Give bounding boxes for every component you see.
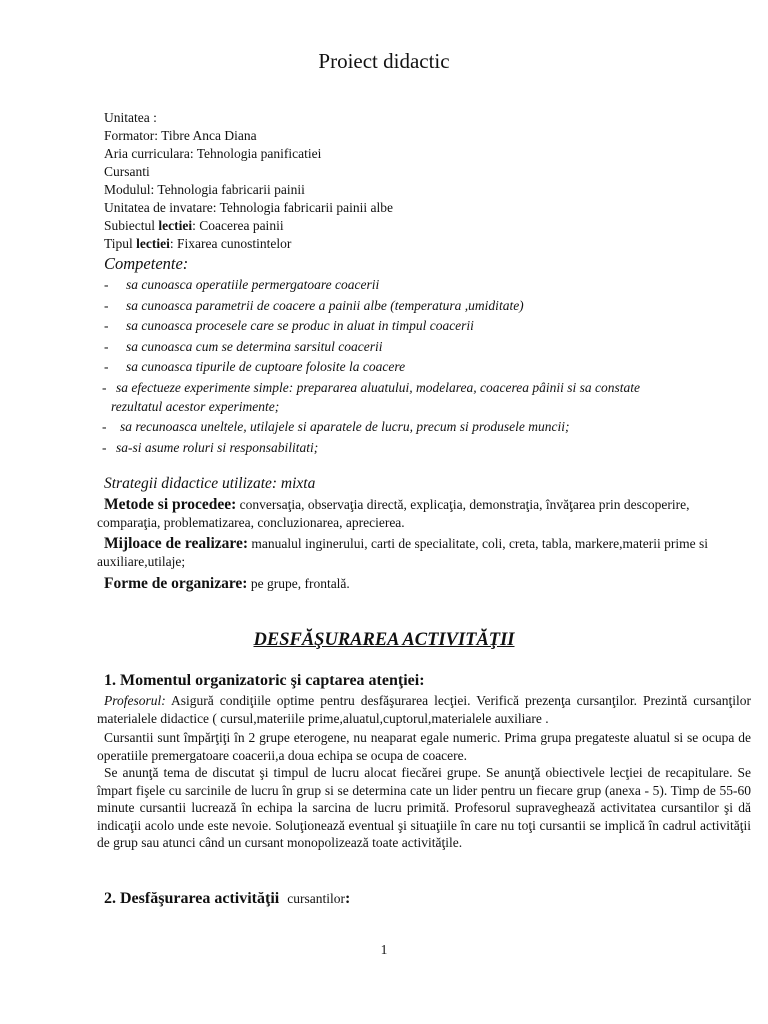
section-title: DESFĂŞURAREA ACTIVITĂŢII: [253, 630, 515, 650]
metode-text: conversaţia, observaţia directă, explicaţia, demonstraţia, învăţarea prin descoperire, comparaţia, problematizarea, concluzionarea, aprecierea.: [97, 497, 690, 530]
info-tipul-post: : Fixarea cunostintelor: [169, 236, 292, 251]
competenta-text: sa cunoasca procesele care se produc in aluat in timpul coacerii: [126, 318, 474, 333]
competente-heading: Competente:: [104, 254, 189, 273]
moment2-sub: cursantilor: [287, 891, 345, 906]
info-unitatea: Unitatea :: [104, 110, 157, 125]
competenta-item: - sa cunoasca procesele care se produc in aluat in timpul coacerii: [104, 318, 474, 333]
competenta-item: - sa-si asume roluri si responsabilitati;: [102, 440, 319, 455]
info-tipul: [104, 235, 291, 253]
info-formator: Formator: Tibre Anca Diana: [104, 128, 257, 143]
info-modulul: Modulul: Tehnologia fabricarii painii: [104, 182, 305, 197]
competenta-text: sa cunoasca cum se determina sarsitul coacerii: [126, 339, 383, 354]
page-number: 1: [380, 942, 388, 957]
info-subiectul: [104, 217, 284, 235]
mijloace-paragraph: [97, 535, 747, 571]
competenta-item: - sa cunoasca cum se determina sarsitul coacerii: [104, 339, 383, 354]
competenta-item: - sa cunoasca operatiile permergatoare coacerii: [104, 277, 380, 292]
competenta-text: sa-si asume roluri si responsabilitati;: [116, 440, 319, 455]
forme-text: pe grupe, frontală.: [247, 576, 350, 591]
mijloace-text: manualul inginerului, carti de specialitate, coli, creta, tabla, markere,materii prime si auxiliare,utilaje;: [97, 536, 708, 569]
info-tipul-bold: lectiei: [136, 236, 170, 251]
competenta-text: sa cunoasca parametrii de coacere a painii albe (temperatura ,umiditate): [126, 298, 524, 313]
moment2-colon: :: [344, 890, 351, 907]
moment2-heading: [104, 890, 350, 908]
moment2-title: 2. Desfăşurarea activităţii: [104, 890, 280, 907]
competenta-text: sa efectueze experimente simple: prepararea aluatului, modelarea, coacerea pâinii si sa constate: [116, 380, 641, 395]
info-subiectul-post: : Coacerea painii: [192, 218, 284, 233]
forme-paragraph: [97, 575, 747, 593]
competenta-item: - sa efectueze experimente simple: prepararea aluatului, modelarea, coacerea pâinii si sa constate: [102, 380, 641, 395]
competenta-item: - sa cunoasca tipurile de cuptoare folosite la coacere: [104, 359, 406, 374]
competenta-continuation: rezultatul acestor experimente;: [111, 399, 280, 414]
competenta-text: sa cunoasca operatiile permergatoare coacerii: [126, 277, 380, 292]
page-title: Proiect didactic: [318, 49, 450, 73]
competenta-text: sa recunoasca uneltele, utilajele si aparatele de lucru, precum si produsele muncii;: [120, 419, 570, 434]
competenta-item: - sa recunoasca uneltele, utilajele si aparatele de lucru, precum si produsele muncii;: [102, 419, 570, 434]
metode-paragraph: [97, 496, 747, 532]
info-tipul-pre: Tipul: [104, 236, 137, 251]
strategii-line: Strategii didactice utilizate: mixta: [104, 475, 316, 492]
info-aria: Aria curriculara: Tehnologia panificatiei: [104, 146, 322, 161]
competenta-item: - sa cunoasca parametrii de coacere a painii albe (temperatura ,umiditate): [104, 298, 524, 313]
moment1-paragraph-2: Cursantii sunt împărţiţi în 2 grupe eterogene, nu neaparat egale numeric. Prima grupa pregateste aluatul si se ocupa de operatiile premergatoare coacerii,a doua echipa se ocupa de coacere.: [97, 730, 751, 763]
mijloace-label: Mijloace de realizare:: [104, 535, 249, 552]
moment1-prof-label: Profesorul:: [104, 693, 166, 708]
info-subiectul-bold: lectiei: [158, 218, 193, 233]
moment1-heading: 1. Momentul organizatoric şi captarea atenţiei:: [104, 672, 425, 689]
info-subiectul-pre: Subiectul: [104, 218, 159, 233]
info-cursanti: Cursanti: [104, 164, 150, 179]
moment1-paragraph-3: Se anunţă tema de discutat şi timpul de lucru alocat fiecărei grupe. Se anunţă obiectivele lecţiei de recapitulare. Se împart fişele cu sarcinile de lucru în grup si se determina cate un lider pentru un fiecare grup (anexa - 5). Timp de 55-60 minute cursantii lucrează în echipa la sarcina de lucru primită. Profesorul supraveghează activitatea cursantilor şi dă indicaţii acolo unde este nevoie. Soluţionează eventual şi situaţiile în care nu toţi cursantii se implică în cadrul activităţii de grup sau atunci când un cursant monopolizează toate activităţile.: [97, 765, 751, 850]
metode-label: Metode si procedee:: [104, 496, 237, 513]
competenta-text: sa cunoasca tipurile de cuptoare folosite la coacere: [126, 359, 406, 374]
forme-label: Forme de organizare:: [104, 575, 248, 592]
moment1-paragraph-1: [97, 692, 751, 727]
info-unitatea-invatare: Unitatea de invatare: Tehnologia fabricarii painii albe: [104, 200, 393, 215]
moment1-p1-text: Asigură condiţiile optime pentru desfăşurarea lecţiei. Verifică prezenţa cursanţilor. Prezintă cursanţilor materialele didactice ( cursul,materiile prime,aluatul,cuptorul,materialele auxiliare .: [97, 693, 751, 726]
